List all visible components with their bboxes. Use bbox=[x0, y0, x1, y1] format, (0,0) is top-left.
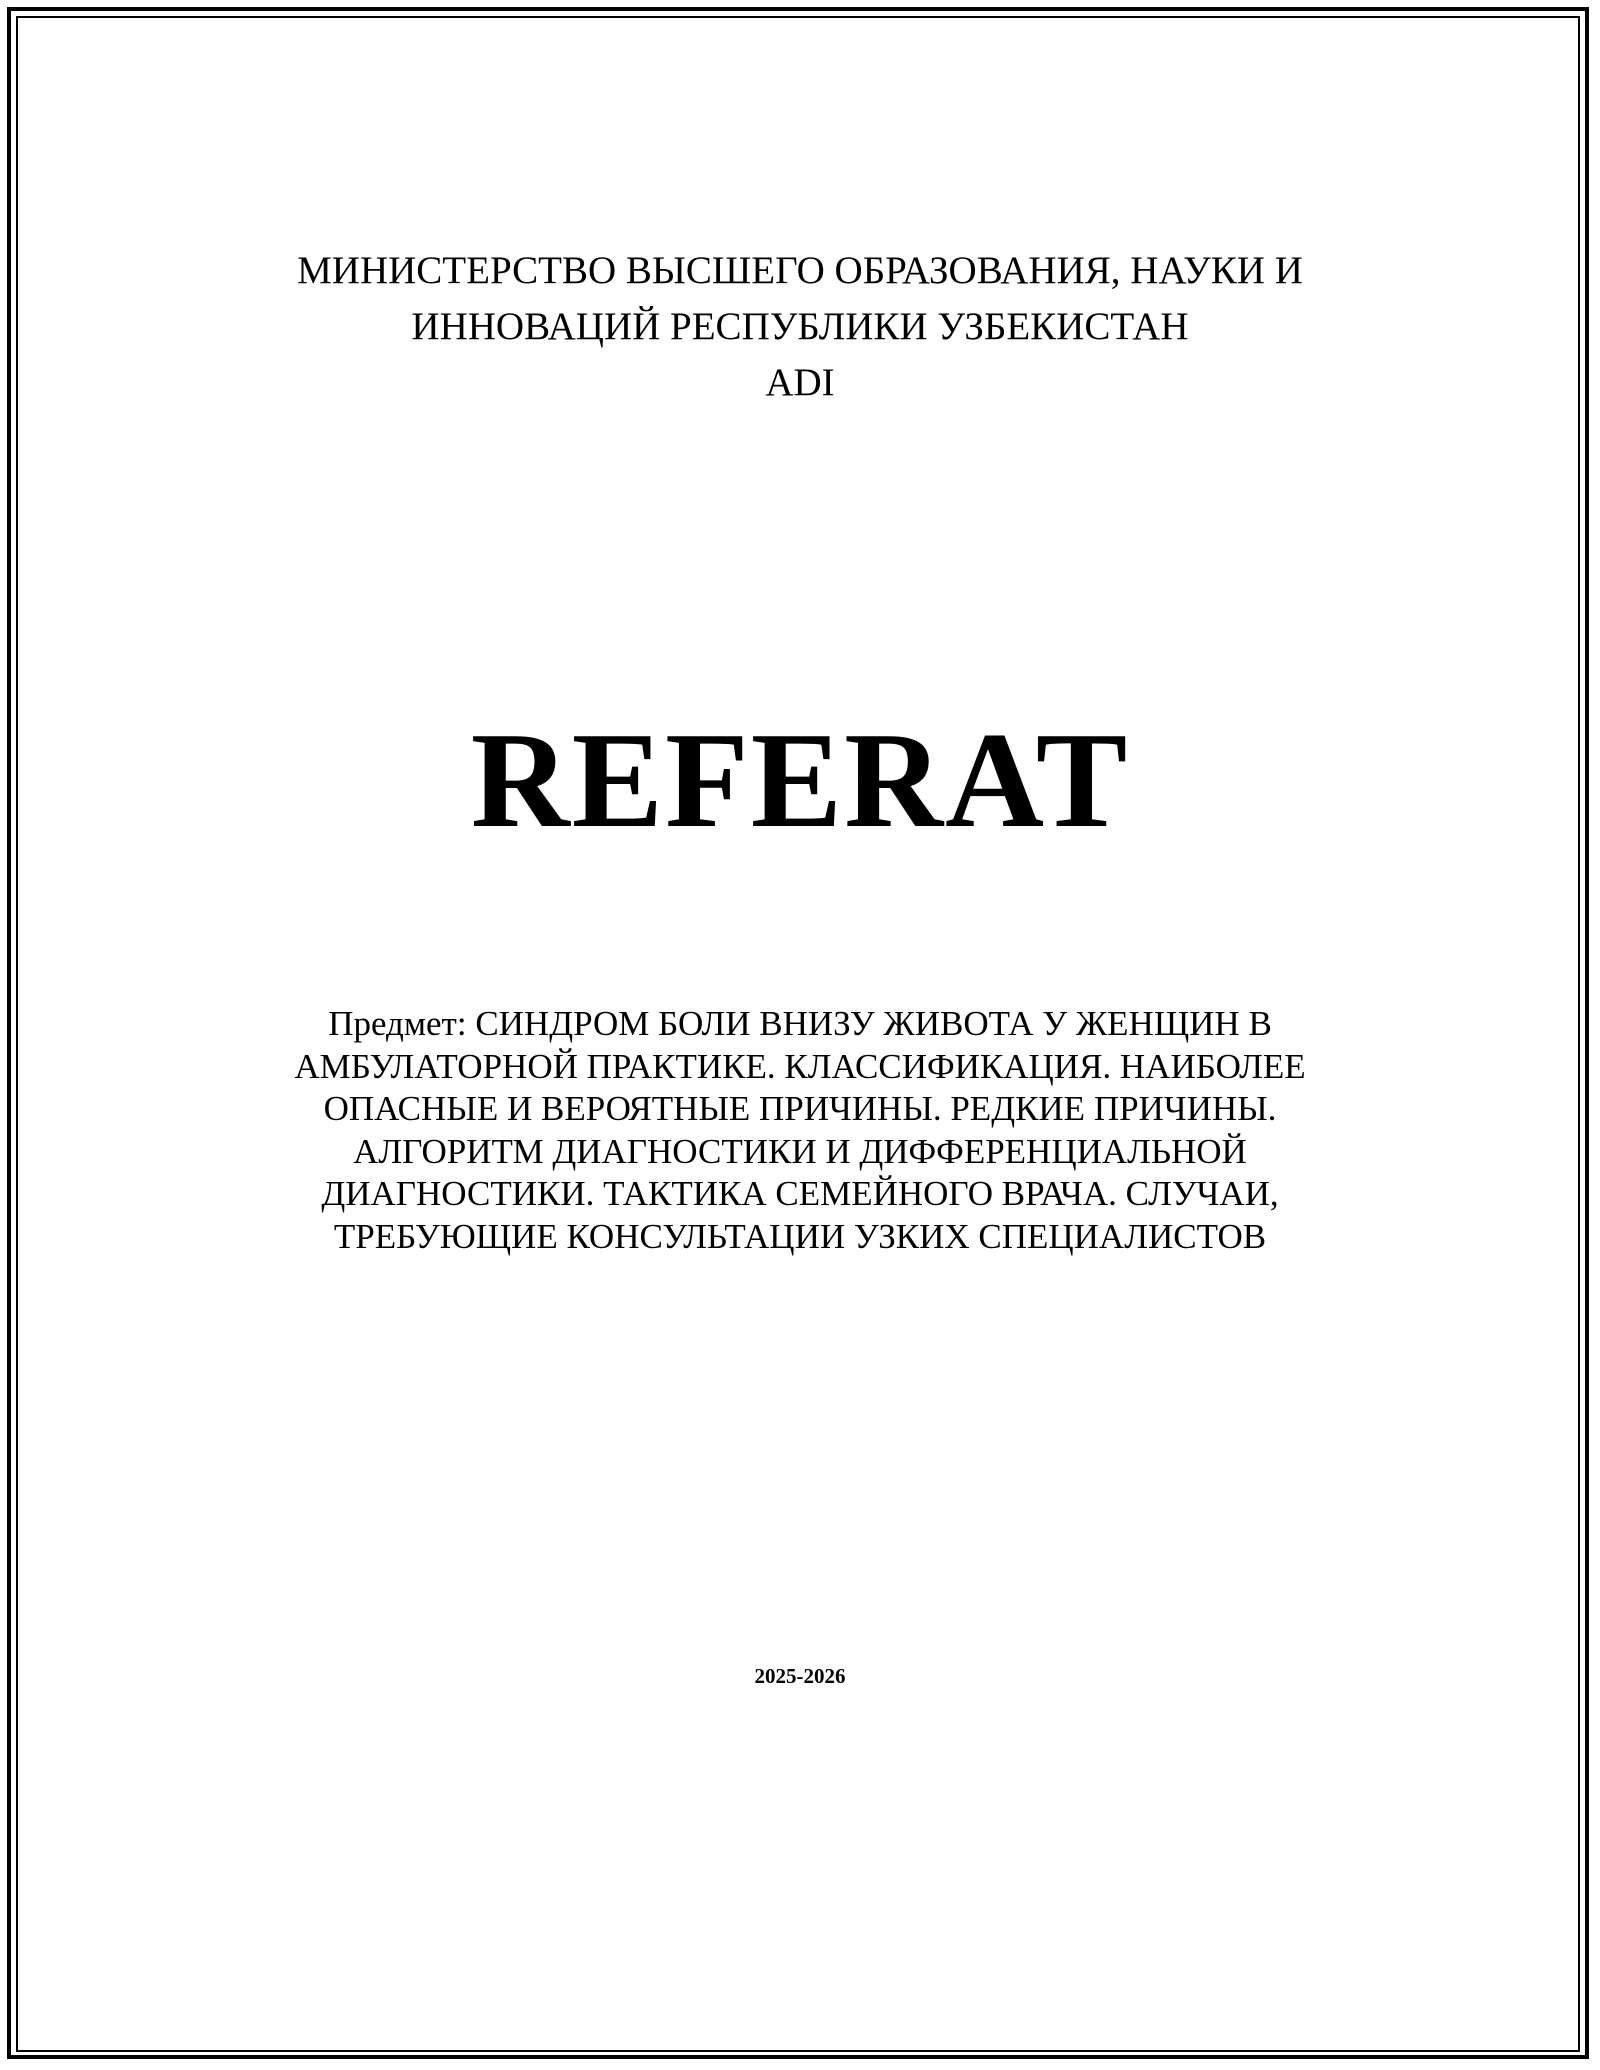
subject-block bbox=[0, 1003, 1600, 1258]
subject-line: ДИАГНОСТИКИ. ТАКТИКА СЕМЕЙНОГО ВРАЧА. СЛУЧАИ, bbox=[321, 1174, 1279, 1213]
ministry-line: МИНИСТЕРСТВО ВЫСШЕГО ОБРАЗОВАНИЯ, НАУКИ И bbox=[297, 249, 1303, 292]
ministry-line: ADI bbox=[765, 361, 835, 404]
subject-line: ТРЕБУЮЩИЕ КОНСУЛЬТАЦИИ УЗКИХ СПЕЦИАЛИСТОВ bbox=[333, 1216, 1267, 1256]
subject-line: ОПАСНЫЕ И ВЕРОЯТНЫЕ ПРИЧИНЫ. РЕДКИЕ ПРИЧИНЫ. bbox=[323, 1089, 1277, 1128]
document-title: REFERAT bbox=[470, 704, 1130, 856]
subject-line: АМБУЛАТОРНОЙ ПРАКТИКЕ. КЛАССИФИКАЦИЯ. НАИБОЛЕЕ bbox=[294, 1046, 1306, 1086]
ministry-line: ИННОВАЦИЙ РЕСПУБЛИКИ УЗБЕКИСТАН bbox=[411, 305, 1189, 348]
subject-line: Предмет: СИНДРОМ БОЛИ ВНИЗУ ЖИВОТА У ЖЕНЩИН В bbox=[328, 1004, 1272, 1043]
ministry-header bbox=[0, 243, 1600, 411]
subject-line: АЛГОРИТМ ДИАГНОСТИКИ И ДИФФЕРЕНЦИАЛЬНОЙ bbox=[353, 1131, 1247, 1171]
academic-year: 2025-2026 bbox=[754, 1664, 846, 1688]
